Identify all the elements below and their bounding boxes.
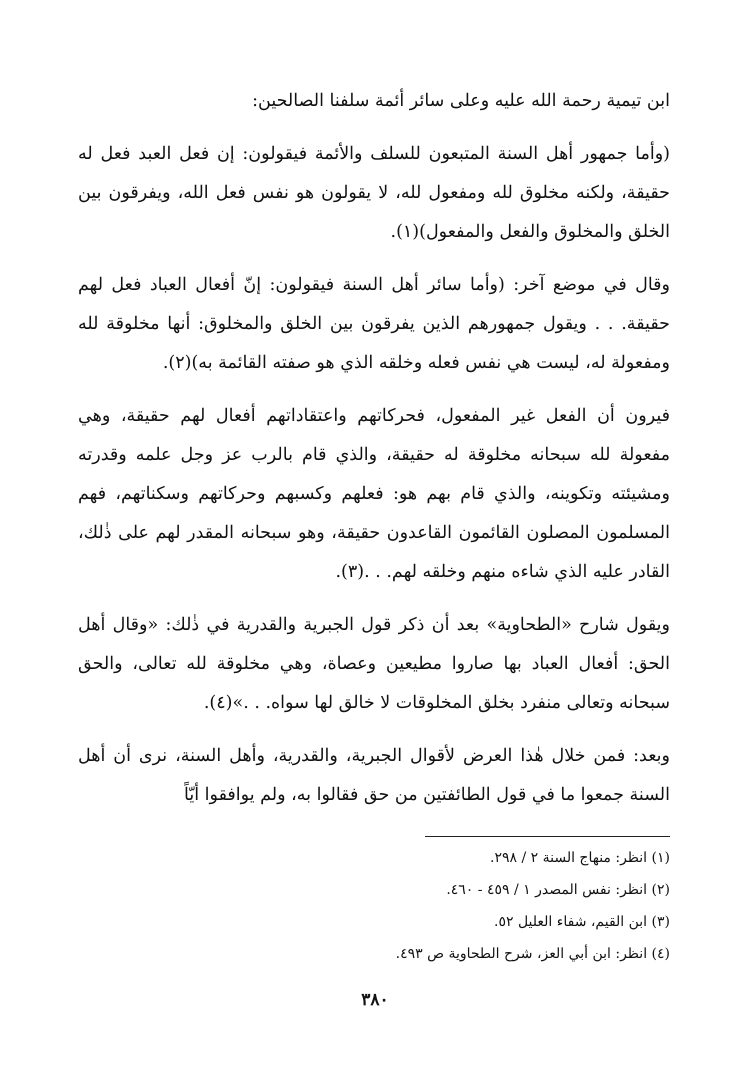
footnote-1: (١) انظر: منهاج السنة ٢ / ٢٩٨. [489, 850, 670, 866]
main-text [78, 82, 670, 815]
paragraph-explanation: فيرون أن الفعل غير المفعول، فحركاتهم واعتقاداتهم أفعال لهم حقيقة، وهي مفعولة لله سبحانه مخلوقة له حقيقة، والذي قام بالرب عز وجل علمه وقدرته ومشيئته وتكوينه، والذي قام بهم هو: فعلهم وكسبهم وحركاتهم وسكناتهم، فهم المسلمون المصلون القائمون القاعدون حقيقة، وهو سبحانه المقدر لهم على ذٰلك، القادر عليه الذي شاءه منهم وخلقه لهم. . .(٣). [78, 406, 670, 582]
footnote-divider [425, 836, 670, 837]
page-number: ٣٨٠ [361, 990, 389, 1010]
paragraph-conclusion: وبعد: فمن خلال هٰذا العرض لأقوال الجبرية، والقدرية، وأهل السنة، نرى أن أهل السنة جمعوا ما في قول الطائفتين من حق فقالوا به، ولم يوافقوا أيّاً [78, 746, 670, 805]
footnote-3: (٣) ابن القيم، شفاء العليل ٥٢. [494, 914, 670, 930]
paragraph-intro: ابن تيمية رحمة الله عليه وعلى سائر أئمة سلفنا الصالحين: [252, 91, 670, 111]
footnotes [270, 842, 670, 970]
paragraph-tahawiya: ويقول شارح «الطحاوية» بعد أن ذكر قول الجبرية والقدرية في ذٰلك: «وقال أهل الحق: أفعال العباد بها صاروا مطيعين وعصاة، وهي مخلوقة لله تعالى، والحق سبحانه وتعالى منفرد بخلق المخلوقات لا خالق لها سواه. . .»(٤). [78, 615, 670, 713]
footnote-4: (٤) انظر: ابن أبي العز، شرح الطحاوية ص ٤٩٣. [395, 946, 670, 962]
footnote-2: (٢) انظر: نفس المصدر ١ / ٤٥٩ - ٤٦٠. [446, 882, 670, 898]
paragraph-quote-1: (وأما جمهور أهل السنة المتبعون للسلف والأئمة فيقولون: إن فعل العبد فعل له حقيقة، ولكنه مخلوق لله ومفعول لله، لا يقولون هو نفس فعل الله، ويفرقون بين الخلق والمخلوق والفعل والمفعول)(١). [78, 144, 670, 242]
paragraph-quote-2: وقال في موضع آخر: (وأما سائر أهل السنة فيقولون: إنّ أفعال العباد فعل لهم حقيقة. . . ويقول جمهورهم الذين يفرقون بين الخلق والمخلوق: أنها مخلوقة لله ومفعولة له، ليست هي نفس فعله وخلقه الذي هو صفته القائمة به)(٢). [78, 275, 670, 373]
